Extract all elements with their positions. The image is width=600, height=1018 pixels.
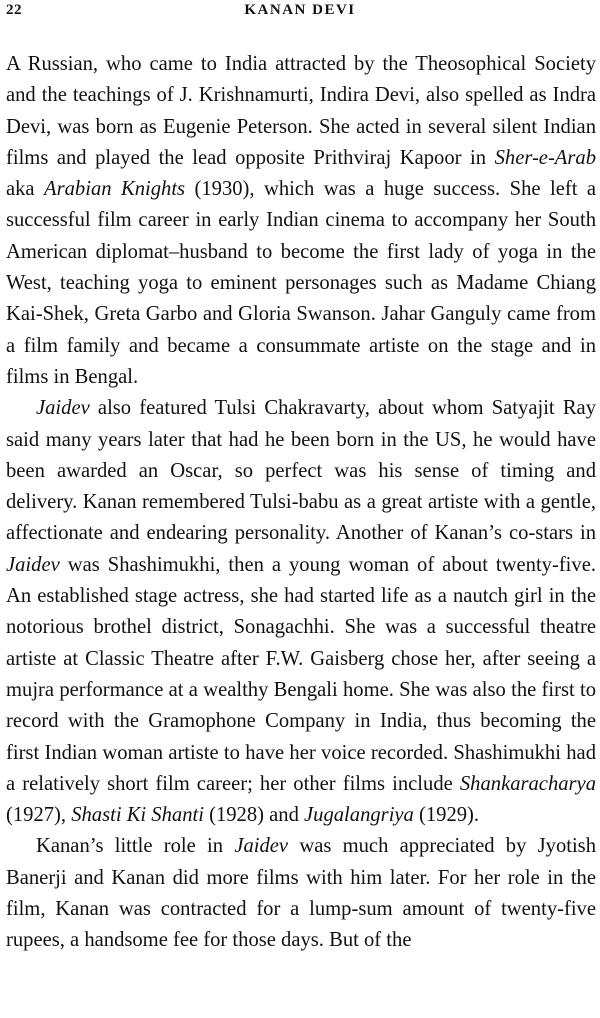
paragraph-1 — [6, 49, 596, 393]
text-segment: (1928) and — [203, 804, 305, 827]
paragraph-3 — [6, 831, 596, 956]
film-title: Arabian Knights — [44, 178, 186, 201]
film-title: Jaidev — [6, 553, 60, 576]
page-number: 22 — [6, 2, 22, 18]
paragraph-2 — [6, 393, 596, 831]
page-header — [6, 2, 594, 28]
text-segment: also featured Tulsi Chakravarty, about whom Satyajit Ray said many years later that had he been born in the US, he would have been awarded an Oscar, so perfect was his sense of timing and delivery. Kanan remembered Tulsi-babu as a great artiste with a gentle, affectionate and endearing personality. Another of Kanan’s co-stars in — [6, 397, 596, 545]
text-segment: (1929). — [413, 804, 480, 827]
text-segment: (1927), — [6, 804, 72, 827]
text-segment: A Russian, who came to India attracted by the Theosophical Society and the teachings of J. Krishnamurti, Indira Devi, also spelled as Indra Devi, was born as Eugenie Peterson. She acted in several silent Indian films and played the lead opposite Prithviraj Kapoor in — [6, 53, 596, 169]
text-segment: was Shashimukhi, then a young woman of about twenty-five. An established stage actress, she had started life as a nautch girl in the notorious brothel district, Sonagachhi. She was a successful theatre artiste at Classic Theatre after F.W. Gaisberg chose her, after seeing a mujra performance at a wealthy Bengali home. She was also the first to record with the Gramophone Company in India, thus becoming the first Indian woman artiste to have her voice recorded. Shashimukhi had a relatively short film career; her other films include — [6, 553, 596, 795]
film-title: Sher-e-Arab — [494, 146, 596, 169]
text-segment: (1930), which was a huge success. She left a successful film career in early Indian cinema to accompany her South American diplomat–husband to become the first lady of yoga in the West, teaching yoga to eminent personages such as Madame Chiang Kai-Shek, Greta Garbo and Gloria Swanson. Jahar Ganguly came from a film family and became a consummate artiste on the stage and in films in Bengal. — [6, 178, 596, 388]
running-head: KANAN DEVI — [244, 2, 356, 18]
film-title: Jaidev — [234, 835, 289, 858]
text-segment: was much appreciated by Jyotish Banerji and Kanan did more films with him later. For her role in the film, Kanan was contracted for a lump-sum amount of twenty-five rupees, a handsome fee for those days. But of the — [6, 835, 596, 952]
film-title: Jugalangriya — [304, 804, 414, 827]
film-title: Shasti Ki Shanti — [71, 804, 204, 827]
text-segment: Kanan’s little role in — [36, 835, 235, 858]
text-segment: aka — [6, 178, 45, 201]
body-text — [6, 49, 596, 957]
film-title: Jaidev — [36, 397, 90, 420]
film-title: Shankaracharya — [459, 772, 596, 795]
